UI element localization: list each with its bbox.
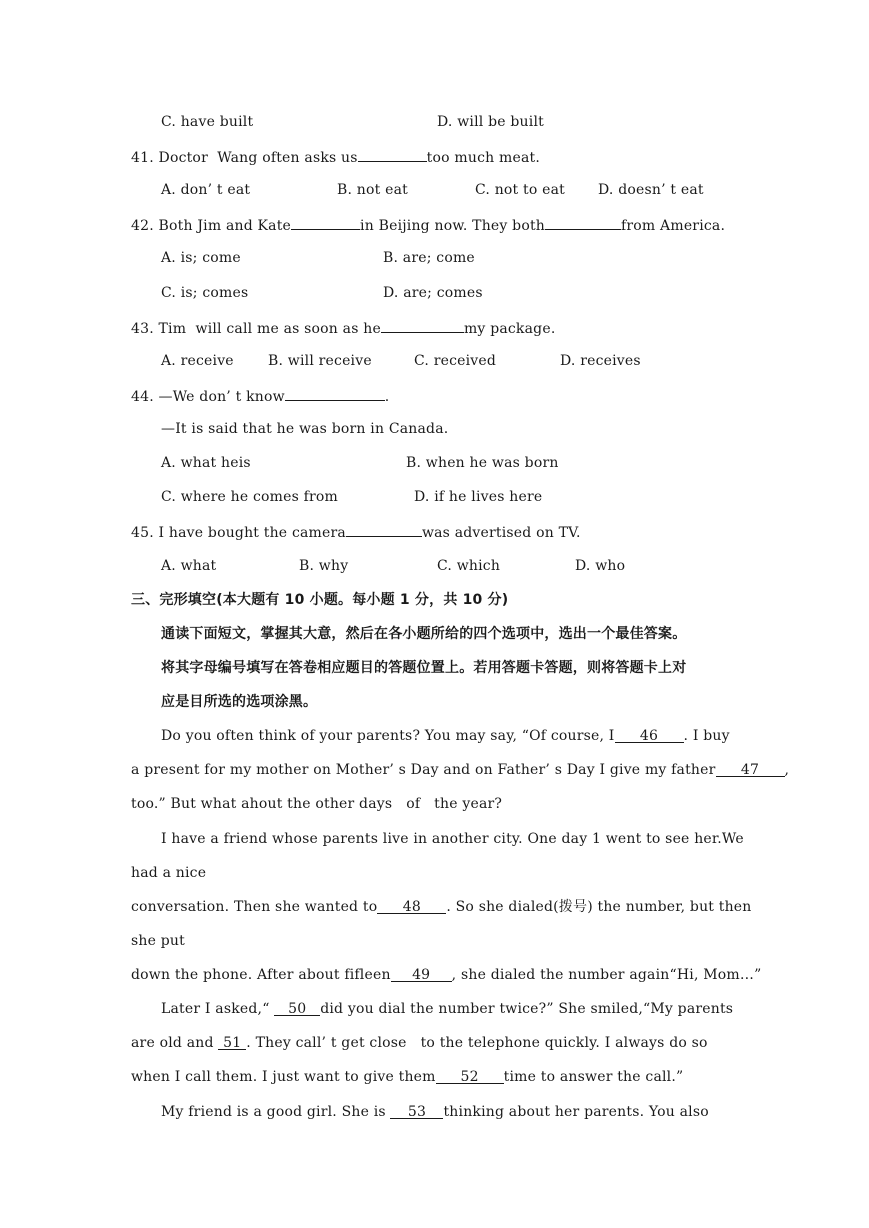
passage-line-3: too.” But what ahout the other days of the year? — [131, 796, 503, 812]
q45-answer-blank[interactable] — [346, 521, 422, 537]
q42-option-b: B. are; come — [383, 250, 475, 266]
q44-stem-part-b: . — [384, 389, 390, 405]
q40-option-c: C. have built — [161, 114, 254, 130]
q42-stem-part-b: in Beijing now. They both — [360, 218, 545, 234]
q45-option-b: B. why — [299, 558, 349, 574]
q42-option-d: D. are; comes — [383, 285, 483, 301]
q41-stem — [131, 146, 540, 166]
passage-text: are old and — [131, 1035, 219, 1051]
cloze-blank-53[interactable]: 53 — [390, 1103, 443, 1119]
q43-stem-part-b: my package. — [463, 321, 556, 337]
passage-text: , — [784, 762, 790, 778]
q45-option-c: C. which — [437, 558, 501, 574]
passage-text: conversation. Then she wanted to — [131, 899, 378, 915]
q44-option-d: D. if he lives here — [414, 489, 543, 505]
cloze-blank-48[interactable]: 48 — [377, 898, 446, 914]
section-3-instruction-line-2: 将其字母编号填写在答卷相应题目的答题位置上。若用答题卡答题，则将答题卡上对 — [161, 660, 687, 676]
passage-line-7: she put — [131, 933, 185, 949]
q43-answer-blank[interactable] — [381, 317, 464, 333]
passage-text: . I buy — [683, 728, 730, 744]
q42-stem — [131, 214, 725, 234]
q42-option-a: A. is; come — [161, 250, 241, 266]
q41-option-d: D. doesn’ t eat — [598, 182, 704, 198]
section-3-instruction-line-3: 应是目所选的选项涂黑。 — [161, 694, 318, 710]
passage-text: thinking about her parents. You also — [443, 1104, 709, 1120]
passage-line-11 — [131, 1067, 683, 1087]
passage-line-6 — [131, 897, 752, 917]
q43-option-a: A. receive — [161, 353, 234, 369]
cloze-blank-47[interactable]: 47 — [716, 761, 785, 777]
q41-option-c: C. not to eat — [475, 182, 565, 198]
q43-option-b: B. will receive — [268, 353, 372, 369]
q45-option-d: D. who — [575, 558, 626, 574]
passage-line-1 — [161, 726, 730, 746]
cloze-blank-46[interactable]: 46 — [615, 727, 684, 743]
q42-option-c: C. is; comes — [161, 285, 249, 301]
q41-stem-part-b: too much meat. — [426, 150, 540, 166]
q45-stem-part-a: 45. I have bought the camera — [131, 525, 346, 541]
q43-option-d: D. receives — [560, 353, 641, 369]
q44-answer-blank[interactable] — [285, 385, 385, 401]
q44-option-a: A. what heis — [161, 455, 251, 471]
q45-option-a: A. what — [161, 558, 217, 574]
section-3-instruction-line-1: 通读下面短文，掌握其大意，然后在各小题所给的四个选项中，选出一个最佳答案。 — [161, 626, 687, 642]
q41-option-a: A. don’ t eat — [161, 182, 251, 198]
q44-reply: —It is said that he was born in Canada. — [161, 421, 449, 437]
passage-line-4: I have a friend whose parents live in another city. One day 1 went to see her.We — [161, 831, 744, 847]
passage-text: Later I asked,“ — [161, 1001, 275, 1017]
passage-line-5: had a nice — [131, 865, 207, 881]
passage-text: when I call them. I just want to give them — [131, 1069, 436, 1085]
q43-stem-part-a: 43. Tim will call me as soon as he — [131, 321, 381, 337]
q44-option-c: C. where he comes from — [161, 489, 339, 505]
q42-stem-part-c: from America. — [621, 218, 726, 234]
q43-stem — [131, 317, 555, 337]
cloze-blank-50[interactable]: 50 — [274, 1000, 320, 1016]
q42-answer-blank-2[interactable] — [545, 214, 621, 230]
q45-stem — [131, 521, 581, 541]
passage-text: a present for my mother on Mother’ s Day and on Father’ s Day I give my father — [131, 762, 716, 778]
passage-text: , she dialed the number again“Hi, Mom…” — [451, 967, 762, 983]
q40-option-d: D. will be built — [437, 114, 544, 130]
cloze-blank-51[interactable]: 51 — [218, 1034, 246, 1050]
cloze-blank-49[interactable]: 49 — [391, 966, 452, 982]
passage-line-9 — [161, 999, 733, 1019]
passage-text: down the phone. After about fifleen — [131, 967, 391, 983]
cloze-blank-52[interactable]: 52 — [436, 1068, 504, 1084]
passage-line-10 — [131, 1033, 708, 1053]
q44-option-b: B. when he was born — [406, 455, 559, 471]
q45-stem-part-b: was advertised on TV. — [421, 525, 581, 541]
q41-option-b: B. not eat — [337, 182, 408, 198]
passage-text: did you dial the number twice?” She smiled,“My parents — [320, 1001, 734, 1017]
q44-stem-part-a: 44. —We don’ t know — [131, 389, 285, 405]
passage-text: My friend is a good girl. She is — [161, 1104, 391, 1120]
q41-answer-blank[interactable] — [358, 146, 427, 162]
passage-line-2 — [131, 760, 789, 780]
q41-stem-part-a: 41. Doctor Wang often asks us — [131, 150, 358, 166]
passage-line-8 — [131, 965, 761, 985]
section-3-title: 三、完形填空(本大题有 10 小题。每小题 1 分，共 10 分) — [131, 592, 509, 608]
passage-line-12 — [161, 1102, 709, 1122]
passage-text: Do you often think of your parents? You may say, “Of course, I — [161, 728, 615, 744]
passage-text: time to answer the call.” — [503, 1069, 684, 1085]
passage-text: . They call’ t get close to the telephone quickly. I always do so — [246, 1035, 708, 1051]
q44-stem — [131, 385, 389, 405]
passage-text: . So she dialed(拨号) the number, but then — [446, 899, 752, 915]
q43-option-c: C. received — [414, 353, 497, 369]
q42-stem-part-a: 42. Both Jim and Kate — [131, 218, 292, 234]
q42-answer-blank-1[interactable] — [291, 214, 360, 230]
